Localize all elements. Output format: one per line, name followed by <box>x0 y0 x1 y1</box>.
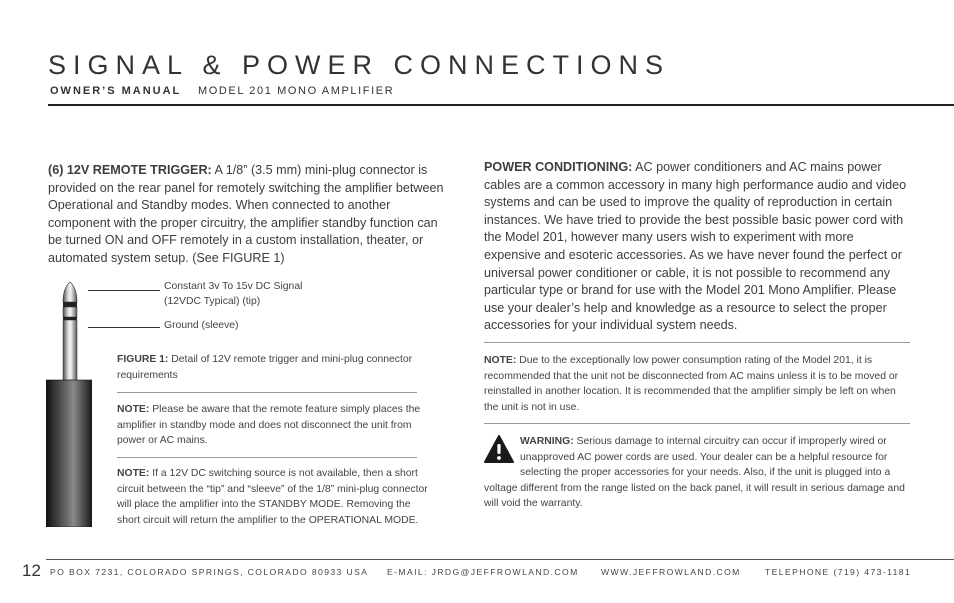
short-circuit-note-label: NOTE: <box>117 468 150 479</box>
warning-text: Serious damage to internal circuitry can occur if improperly wired or unapproved AC power cords are used. Your dealer can be a helpful resource for selecting the proper accessories for your needs. Also, if the unit is plugged into a voltage different from the range listed on the back panel, it will result in serious damage and will void the warranty. <box>484 436 905 510</box>
standby-note-text: Please be aware that the remote feature simply places the amplifier in standby mode and does not disconnect the unit from power or AC mains. <box>117 404 421 447</box>
footer-telephone: TELEPHONE (719) 473-1181 <box>765 567 912 577</box>
sleeve-callout-label: Ground (sleeve) <box>164 320 239 331</box>
power-conditioning-heading: POWER CONDITIONING: <box>484 160 633 174</box>
mini-plug-connector-illustration <box>46 282 92 527</box>
remote-trigger-heading: (6) 12V REMOTE TRIGGER: <box>48 163 212 177</box>
footer-email: E-MAIL: JRDG@JEFFROWLAND.COM <box>387 567 579 577</box>
warning-label: WARNING: <box>520 436 574 447</box>
footer-divider <box>46 559 954 560</box>
short-circuit-note-text: If a 12V DC switching source is not available, then a short circuit between the “tip” and “sleeve” of the 1/8” mini-plug connector will place the amplifier into the STANDBY MODE. Removing the short circuit will return the amplifier to the OPERATIONAL MODE. <box>117 468 428 526</box>
tip-callout-line <box>88 290 160 291</box>
page-number: 12 <box>22 561 41 580</box>
document-subtitle <box>50 85 394 97</box>
ac-mains-note-label: NOTE: <box>484 355 517 366</box>
sleeve-callout-line <box>88 327 160 328</box>
short-circuit-note <box>117 466 429 528</box>
power-conditioning-body: AC power conditioners and AC mains power cables are a common accessory in many high performance audio and video systems and can be used to improve the quality of reproduction in certain instances. We have tried to provide the best possible basic power cord with the Model 201, however many users wish to experiment with more expensive and esoteric accessories. As we have never found the perfect or universal power conditioner or cable, it is not possible to recommend any particular type or brand for use with the Model 201 Mono Amplifier. Please use your dealer’s help and knowledge as a resource to select the proper accessories for your individual system needs. <box>484 160 907 333</box>
right-divider-1 <box>484 342 910 343</box>
footer-address: PO BOX 7231, COLORADO SPRINGS, COLORADO 80933 USA <box>50 567 369 577</box>
warning-icon <box>484 434 514 466</box>
tip-callout-line2: (12VDC Typical) (tip) <box>164 296 261 307</box>
ac-mains-note <box>484 353 912 415</box>
left-divider-2 <box>117 457 417 458</box>
footer-website: WWW.JEFFROWLAND.COM <box>601 567 741 577</box>
page-title: SIGNAL & POWER CONNECTIONS <box>48 50 671 80</box>
manual-label: OWNER’S MANUAL <box>50 85 182 97</box>
ac-mains-note-text: Due to the exceptionally low power consumption rating of the Model 201, it is recommended that the unit not be disconnected from AC mains unless it is to be moved or reinstalled in another location. It is recommended that the amplifier simply be left on when the unit is not in use. <box>484 355 899 413</box>
figure-text: Detail of 12V remote trigger and mini-plug connector requirements <box>117 354 413 381</box>
remote-trigger-body: A 1/8” (3.5 mm) mini-plug connector is provided on the rear panel for remotely switching the amplifier between Operational and Standby modes. When connected to another component with the proper circuitry, the amplifier standby function can be turned ON and OFF remotely in a custom installation, theater, or automated system setup. (See FIGURE 1) <box>48 163 444 265</box>
figure-caption <box>117 352 417 383</box>
standby-note-label: NOTE: <box>117 404 150 415</box>
remote-trigger-section <box>48 162 448 268</box>
model-label: MODEL 201 MONO AMPLIFIER <box>197 85 395 97</box>
power-conditioning-section <box>484 159 910 335</box>
tip-callout-line1: Constant 3v To 15v DC Signal <box>164 281 303 292</box>
figure-label: FIGURE 1: <box>117 354 169 365</box>
tip-callout-label <box>164 279 302 309</box>
right-divider-2 <box>484 423 910 424</box>
standby-note <box>117 402 422 449</box>
warning-block <box>484 434 912 512</box>
left-divider-1 <box>117 392 417 393</box>
header-divider <box>48 104 954 106</box>
